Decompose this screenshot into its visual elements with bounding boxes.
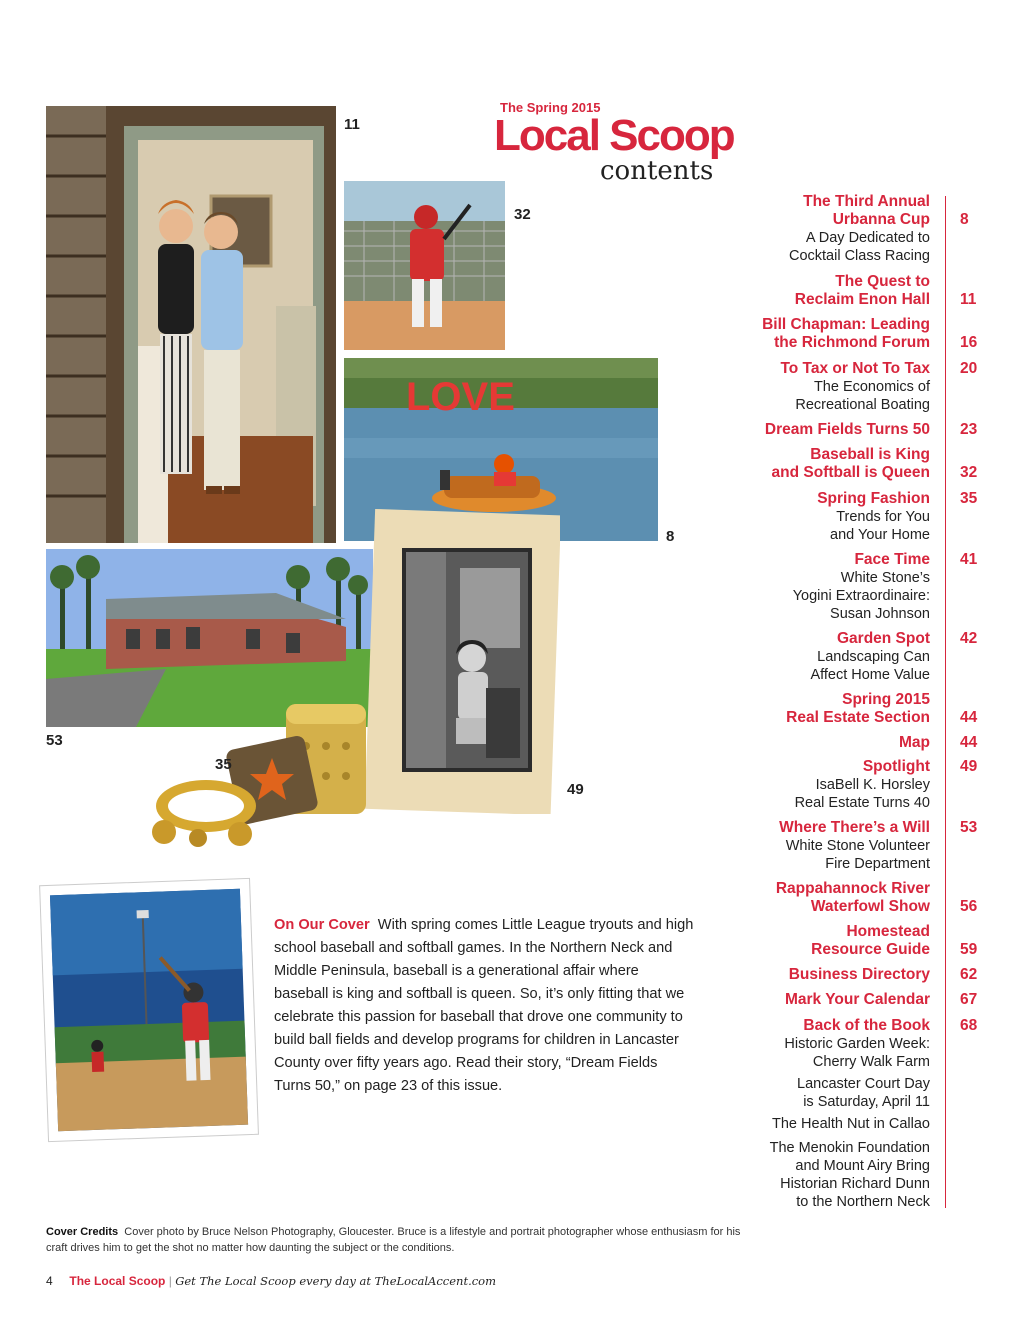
toc-desc: Historic Garden Week: Cherry Walk Farm [784, 1036, 930, 1070]
toc-desc: White Stone Volunteer Fire Department [785, 838, 930, 872]
footer-brand: The Local Scoop [69, 1274, 166, 1288]
photo-label-boat: 8 [666, 528, 675, 545]
toc-page: 23 [960, 421, 978, 438]
toc-desc: Trends for You and Your Home [830, 509, 930, 543]
footer-separator: | [168, 1274, 172, 1288]
couple-illustration [46, 106, 336, 543]
toc-title: Business Directory [788, 966, 930, 983]
toc-page: 35 [960, 490, 978, 507]
cover-body: With spring comes Little League tryouts and high school baseball and softball games. In the Northern Neck and Middle Peninsula, baseball is a generational affair where baseball is king and softball is queen. So, it’s only fitting that we celebrate this passion for baseball that drove one community to build ball fields and develop programs for children in Lancaster County over fifty years ago. Read their story, “Dream Fields Turns 50,” on page 23 of this issue. [274, 917, 694, 1094]
toc-title: Homestead Resource Guide [811, 923, 930, 958]
photo-cover-baseball[interactable] [36, 874, 262, 1144]
toc-page: 11 [960, 291, 977, 308]
toc-desc: The Economics of Recreational Boating [795, 379, 930, 413]
photo-label-building: 53 [46, 732, 63, 749]
toc-title: To Tax or Not To Tax [780, 360, 930, 377]
footer-page-number: 4 [46, 1274, 53, 1288]
toc-page: 44 [960, 734, 978, 751]
toc-desc: A Day Dedicated to Cocktail Class Racing [788, 230, 930, 264]
toc-title: Where There’s a Will [779, 819, 930, 836]
toc-page: 62 [960, 966, 978, 983]
toc-title: Baseball is King and Softball is Queen [771, 446, 930, 481]
toc-title: Face Time [854, 551, 930, 568]
contents-heading: contents [600, 156, 714, 186]
toc-page: 8 [960, 211, 969, 228]
toc-title: Bill Chapman: Leading the Richmond Forum [762, 316, 930, 351]
toc-extra-item[interactable]: The Health Nut in Callao [772, 1116, 930, 1132]
toc-title: Mark Your Calendar [784, 991, 930, 1008]
toc-divider [945, 196, 946, 1208]
cover-description [274, 914, 694, 1098]
masthead-edition: The Spring 2015 [500, 100, 601, 115]
photo-label-couple: 11 [344, 116, 360, 133]
toc-page: 59 [960, 941, 978, 958]
photo-label-portrait: 49 [567, 781, 584, 798]
love-sign: LOVE [406, 375, 515, 419]
toc-page: 67 [960, 991, 978, 1008]
page-footer [46, 1274, 496, 1288]
portrait-illustration [360, 508, 560, 814]
photo-jewelry[interactable] [136, 696, 386, 848]
toc-title: The Third Annual Urbanna Cup [803, 193, 930, 228]
cover-photo-illustration [36, 874, 262, 1144]
toc-desc: Landscaping Can Affect Home Value [810, 649, 930, 683]
photo-vintage-portrait[interactable] [360, 508, 560, 814]
toc-title: Spring 2015 Real Estate Section [786, 691, 930, 726]
footer-tagline: Get The Local Scoop every day at TheLocalAccent.com [175, 1274, 496, 1288]
toc-extra-item[interactable]: The Menokin Foundation and Mount Airy Bring Historian Richard Dunn to the Northern Neck [769, 1140, 930, 1210]
toc-title: The Quest to Reclaim Enon Hall [794, 273, 930, 308]
toc-page: 68 [960, 1017, 978, 1034]
photo-couple-doorway[interactable] [46, 106, 336, 543]
toc-extra-item[interactable]: Lancaster Court Day is Saturday, April 11 [797, 1076, 930, 1110]
toc-page: 16 [960, 334, 978, 351]
credits-text: Cover photo by Bruce Nelson Photography, Gloucester. Bruce is a lifestyle and portrait photographer whose enthusiasm for his craft drives him to get the shot no matter how daunting the subject or the conditions. [46, 1226, 741, 1254]
cover-credits [46, 1224, 746, 1256]
toc-title: Rappahannock River Waterfowl Show [775, 880, 930, 915]
toc-title: Spring Fashion [817, 490, 930, 507]
toc-title: Back of the Book [803, 1017, 930, 1034]
toc-page: 44 [960, 709, 978, 726]
jewelry-illustration [136, 696, 386, 848]
toc-title: Dream Fields Turns 50 [764, 421, 930, 438]
toc-page: 53 [960, 819, 978, 836]
credits-label: Cover Credits [46, 1226, 119, 1238]
toc-page: 42 [960, 630, 978, 647]
toc-page: 56 [960, 898, 978, 915]
softball-illustration [344, 181, 505, 350]
cover-lead: On Our Cover [274, 917, 370, 933]
toc-page: 49 [960, 758, 978, 775]
toc-page: 20 [960, 360, 978, 377]
photo-label-softball: 32 [514, 206, 531, 223]
toc-page: 41 [960, 551, 978, 568]
toc-desc: IsaBell K. Horsley Real Estate Turns 40 [794, 777, 930, 811]
toc-title: Garden Spot [836, 630, 930, 647]
toc-title: Map [899, 734, 930, 751]
photo-label-jewelry: 35 [215, 756, 232, 773]
photo-softball-batter[interactable] [344, 181, 505, 350]
masthead-title: Local Scoop [494, 111, 734, 160]
toc-desc: White Stone’s Yogini Extraordinaire: Susan Johnson [792, 570, 930, 622]
toc-page: 32 [960, 464, 978, 481]
toc-title: Spotlight [862, 758, 930, 775]
